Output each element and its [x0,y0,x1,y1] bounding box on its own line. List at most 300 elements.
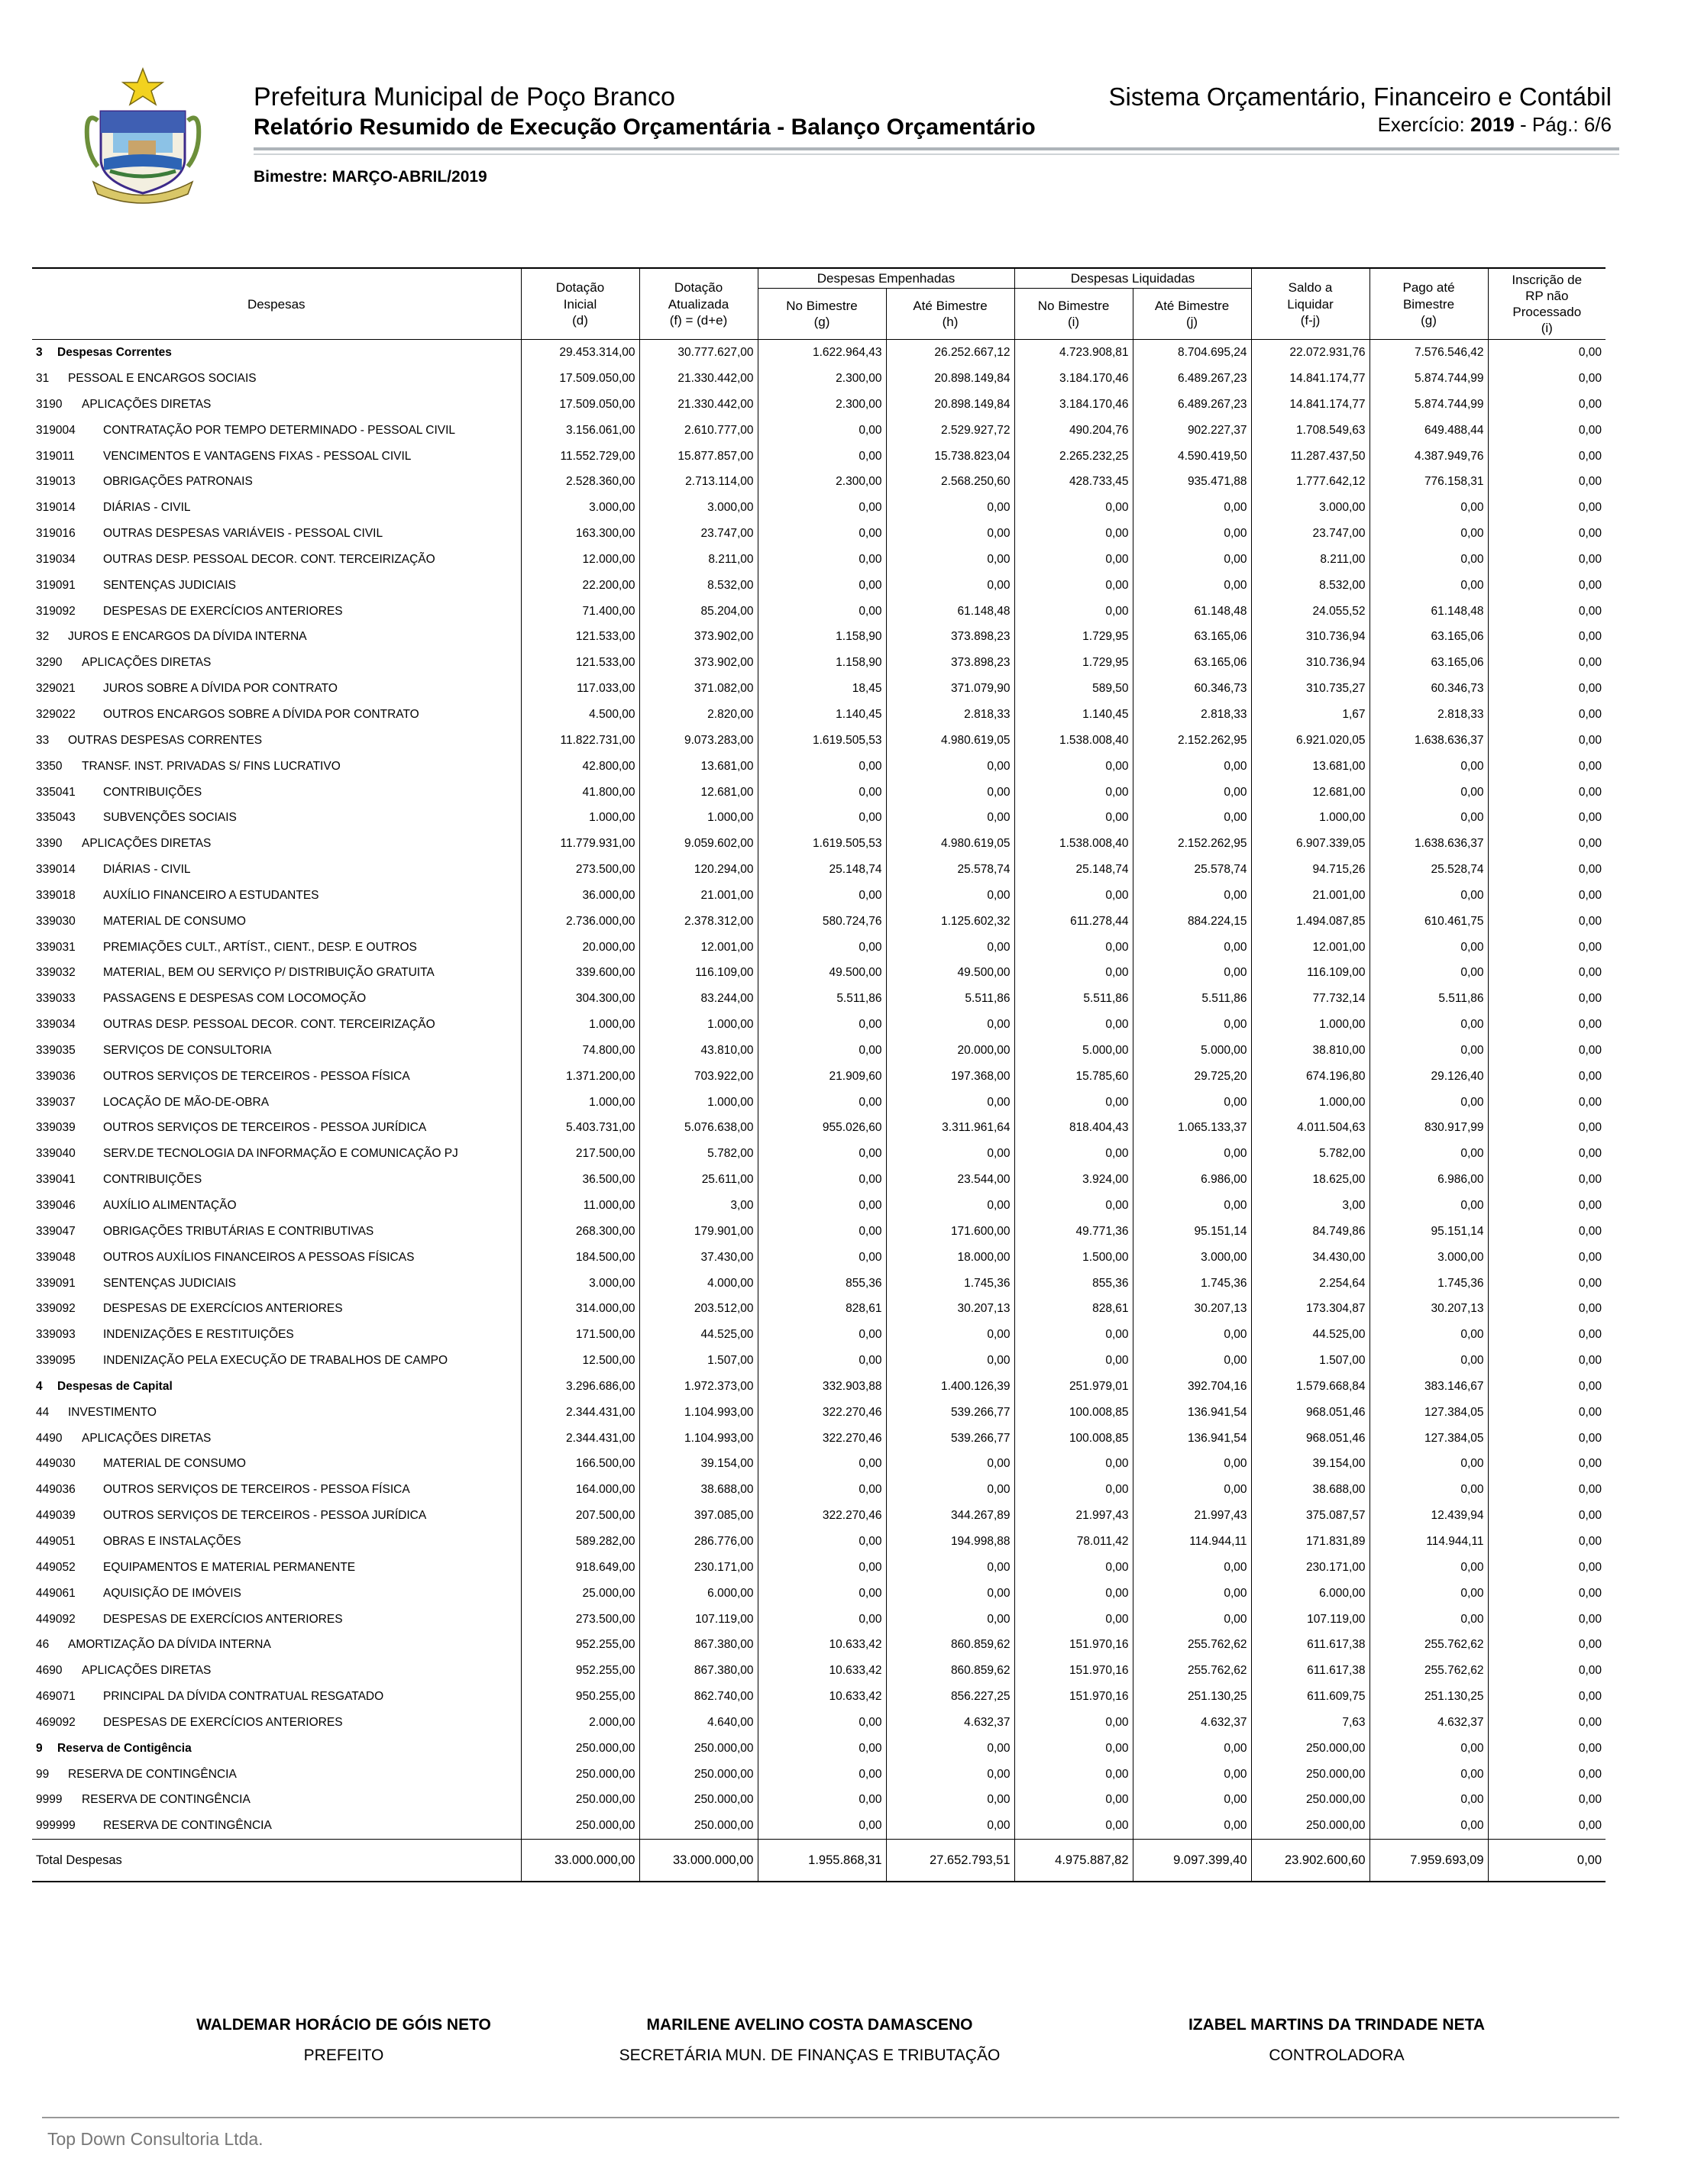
row-value: 0,00 [1369,1348,1488,1374]
signature-role: PREFEITO [303,2047,384,2064]
row-value: 41.800,00 [521,780,639,806]
row-code: 339093 [36,1328,76,1342]
row-description [32,1736,521,1762]
row-value: 918.649,00 [521,1555,639,1581]
row-value: 63.165,06 [1133,650,1251,676]
row-value: 0,00 [1488,1064,1606,1090]
row-value: 37.430,00 [639,1245,758,1271]
row-value: 1.638.636,37 [1369,831,1488,857]
row-value: 84.749,86 [1251,1219,1369,1245]
row-value: 0,00 [1488,340,1606,366]
row-value: 828,61 [1014,1296,1133,1322]
row-value: 0,00 [1488,1710,1606,1736]
row-value: 539.266,77 [886,1400,1014,1426]
row-value: 38.810,00 [1251,1038,1369,1064]
table-row [32,1684,1606,1710]
table-row [32,1374,1606,1400]
row-value: 1.579.668,84 [1251,1374,1369,1400]
row-value: 0,00 [758,573,886,599]
row-description [32,1684,521,1710]
signature-name: WALDEMAR HORÁCIO DE GÓIS NETO [196,2016,491,2034]
row-value: 36.500,00 [521,1167,639,1193]
row-value: 63.165,06 [1369,650,1488,676]
table-row [32,444,1606,470]
row-value: 2.610.777,00 [639,418,758,444]
signature-controladora [1123,2016,1551,2065]
row-value: 9.059.602,00 [639,831,758,857]
row-value: 0,00 [886,1555,1014,1581]
table-row [32,1012,1606,1038]
row-value: 0,00 [886,1193,1014,1219]
row-code: 9 [36,1741,43,1755]
row-value: 2.528.360,00 [521,469,639,495]
row-value: 0,00 [1133,1012,1251,1038]
row-value: 250.000,00 [639,1788,758,1814]
row-value: 21.909,60 [758,1064,886,1090]
row-value: 107.119,00 [639,1607,758,1633]
row-value: 1.538.008,40 [1014,831,1133,857]
row-description [32,805,521,831]
col-dotacao-inicial: Dotação Inicial (d) [521,268,639,340]
row-value: 95.151,14 [1369,1219,1488,1245]
table-row [32,961,1606,987]
row-value: 0,00 [1014,1581,1133,1607]
row-value: 322.270,46 [758,1400,886,1426]
row-value: 2.152.262,95 [1133,831,1251,857]
row-value: 0,00 [1014,1813,1133,1839]
row-value: 0,00 [758,1529,886,1555]
row-value: 179.901,00 [639,1219,758,1245]
row-code: 339036 [36,1069,76,1083]
row-value: 0,00 [1488,1167,1606,1193]
row-description [32,1632,521,1658]
row-value: 2.344.431,00 [521,1426,639,1452]
row-description [32,1167,521,1193]
row-value: 0,00 [1369,1193,1488,1219]
row-value: 862.740,00 [639,1684,758,1710]
table-row [32,1141,1606,1167]
row-label: Despesas Correntes [57,346,172,360]
row-value: 1.140,45 [1014,702,1133,728]
row-value: 38.688,00 [1251,1477,1369,1503]
row-value: 1.500,00 [1014,1245,1133,1271]
row-value: 935.471,88 [1133,469,1251,495]
row-value: 539.266,77 [886,1426,1014,1452]
row-value: 49.500,00 [886,961,1014,987]
row-value: 5.000,00 [1133,1038,1251,1064]
row-value: 26.252.667,12 [886,340,1014,366]
row-value: 230.171,00 [1251,1555,1369,1581]
row-value: 5.511,86 [1369,986,1488,1012]
row-code: 319016 [36,527,76,541]
row-value: 0,00 [1133,883,1251,909]
row-value: 1.140,45 [758,702,886,728]
row-code: 449030 [36,1457,76,1471]
row-value: 25.578,74 [886,857,1014,883]
total-value: 9.097.399,40 [1133,1840,1251,1882]
row-value: 0,00 [1369,1141,1488,1167]
row-description [32,444,521,470]
table-row [32,857,1606,883]
row-value: 0,00 [758,1736,886,1762]
row-value: 12.681,00 [1251,780,1369,806]
row-value: 251.979,01 [1014,1374,1133,1400]
row-value: 3.000,00 [1133,1245,1251,1271]
row-value: 0,00 [758,1245,886,1271]
row-value: 8.704.695,24 [1133,340,1251,366]
col-despesas: Despesas [32,268,521,340]
row-value: 0,00 [1133,961,1251,987]
row-label: OUTRAS DESPESAS VARIÁVEIS - PESSOAL CIVIL [103,527,383,541]
row-value: 15.877.857,00 [639,444,758,470]
row-label: MATERIAL DE CONSUMO [103,914,246,928]
row-value: 902.227,37 [1133,418,1251,444]
row-value: 0,00 [1488,650,1606,676]
row-value: 3.184.170,46 [1014,392,1133,418]
row-value: 0,00 [1488,1581,1606,1607]
row-value: 0,00 [758,1477,886,1503]
row-code: 3350 [36,759,63,773]
exercise-info [1378,113,1612,137]
row-value: 1.538.008,40 [1014,728,1133,754]
row-value: 304.300,00 [521,986,639,1012]
row-description [32,676,521,702]
row-value: 12.000,00 [521,547,639,573]
row-value: 6.907.339,05 [1251,831,1369,857]
row-value: 0,00 [758,547,886,573]
row-value: 0,00 [758,754,886,780]
row-value: 85.204,00 [639,599,758,625]
row-value: 61.148,48 [1133,599,1251,625]
row-value: 0,00 [1369,805,1488,831]
row-value: 0,00 [758,1219,886,1245]
row-label: OBRIGAÇÕES TRIBUTÁRIAS E CONTRIBUTIVAS [103,1224,374,1238]
table-row [32,1400,1606,1426]
bimestre-label: Bimestre: MARÇO-ABRIL/2019 [254,168,487,186]
row-code: 339039 [36,1121,76,1135]
row-value: 0,00 [758,1452,886,1478]
row-value: 0,00 [1014,754,1133,780]
row-value: 0,00 [1488,1607,1606,1633]
table-row [32,625,1606,651]
row-value: 0,00 [1014,935,1133,961]
table-row [32,754,1606,780]
row-value: 0,00 [1014,1710,1133,1736]
row-value: 0,00 [1488,444,1606,470]
row-value: 0,00 [1488,1452,1606,1478]
row-value: 18.000,00 [886,1245,1014,1271]
row-value: 63.165,06 [1133,625,1251,651]
row-value: 371.079,90 [886,676,1014,702]
table-row [32,1607,1606,1633]
row-label: LOCAÇÃO DE MÃO-DE-OBRA [103,1095,270,1109]
row-value: 0,00 [1014,1477,1133,1503]
row-value: 250.000,00 [521,1813,639,1839]
row-value: 0,00 [1133,1090,1251,1116]
row-description [32,1658,521,1684]
table-row [32,676,1606,702]
row-description [32,1788,521,1814]
budget-execution-table [32,267,1606,1882]
row-value: 100.008,85 [1014,1426,1133,1452]
row-value: 0,00 [1488,1658,1606,1684]
row-value: 0,00 [758,1012,886,1038]
report-subtitle: Relatório Resumido de Execução Orçamentária - Balanço Orçamentário [254,115,1036,140]
row-value: 71.400,00 [521,599,639,625]
row-value: 173.304,87 [1251,1296,1369,1322]
table-row [32,1038,1606,1064]
row-value: 0,00 [758,1581,886,1607]
row-value: 14.841.174,77 [1251,366,1369,392]
row-code: 339031 [36,940,76,954]
row-value: 9.073.283,00 [639,728,758,754]
row-value: 250.000,00 [1251,1762,1369,1788]
table-row [32,1219,1606,1245]
page-number: - Pág.: 6/6 [1520,113,1612,136]
row-label: INDENIZAÇÕES E RESTITUIÇÕES [103,1328,294,1342]
row-value: 828,61 [758,1296,886,1322]
row-value: 12.001,00 [639,935,758,961]
row-value: 611.617,38 [1251,1658,1369,1684]
row-value: 12.681,00 [639,780,758,806]
row-code: 449061 [36,1586,76,1600]
row-value: 250.000,00 [1251,1788,1369,1814]
row-value: 0,00 [758,1322,886,1348]
row-value: 250.000,00 [639,1736,758,1762]
row-value: 0,00 [1488,1736,1606,1762]
row-label: SERVIÇOS DE CONSULTORIA [103,1043,272,1057]
row-value: 1.000,00 [1251,805,1369,831]
row-value: 860.859,62 [886,1658,1014,1684]
row-value: 203.512,00 [639,1296,758,1322]
row-value: 310.736,94 [1251,625,1369,651]
row-label: OUTRAS DESPESAS CORRENTES [68,733,263,747]
row-value: 0,00 [758,780,886,806]
row-value: 12.439,94 [1369,1503,1488,1529]
row-value: 3,00 [639,1193,758,1219]
row-value: 0,00 [1369,1322,1488,1348]
row-value: 0,00 [886,935,1014,961]
row-value: 0,00 [1488,1788,1606,1814]
row-value: 23.747,00 [639,521,758,547]
row-value: 151.970,16 [1014,1684,1133,1710]
row-value: 18,45 [758,676,886,702]
table-row [32,1581,1606,1607]
row-value: 5.403.731,00 [521,1116,639,1142]
row-value: 2.818,33 [1369,702,1488,728]
row-value: 6.986,00 [1369,1167,1488,1193]
row-value: 25.578,74 [1133,857,1251,883]
row-description [32,1477,521,1503]
row-value: 0,00 [1369,547,1488,573]
row-value: 4.723.908,81 [1014,340,1133,366]
row-value: 1.729,95 [1014,625,1133,651]
row-value: 3.000,00 [521,495,639,521]
row-value: 2.254,64 [1251,1271,1369,1297]
row-label: AUXÍLIO FINANCEIRO A ESTUDANTES [103,888,319,902]
row-value: 0,00 [1488,1116,1606,1142]
row-value: 2.736.000,00 [521,909,639,935]
row-value: 0,00 [886,1813,1014,1839]
col-pago: Pago até Bimestre (g) [1369,268,1488,340]
row-code: 449051 [36,1534,76,1548]
row-label: SENTENÇAS JUDICIAIS [103,578,236,592]
table-row [32,805,1606,831]
exercise-year: 2019 [1470,113,1515,136]
row-value: 428.733,45 [1014,469,1133,495]
row-value: 21.997,43 [1133,1503,1251,1529]
row-code: 335043 [36,811,76,825]
row-value: 0,00 [1488,1400,1606,1426]
row-label: AUXÍLIO ALIMENTAÇÃO [103,1199,237,1213]
row-value: 8.532,00 [1251,573,1369,599]
row-value: 11.779.931,00 [521,831,639,857]
row-value: 25.611,00 [639,1167,758,1193]
row-value: 0,00 [1014,521,1133,547]
row-code: 31 [36,372,50,386]
row-value: 0,00 [1488,547,1606,573]
table-row [32,573,1606,599]
table-row [32,495,1606,521]
row-value: 0,00 [1369,780,1488,806]
row-code: 449039 [36,1509,76,1523]
row-label: SUBVENÇÕES SOCIAIS [103,811,237,825]
footer-company: Top Down Consultoria Ltda. [47,2129,264,2149]
row-value: 0,00 [1488,805,1606,831]
row-value: 6.921.020,05 [1251,728,1369,754]
row-value: 2.344.431,00 [521,1400,639,1426]
row-value: 0,00 [1488,935,1606,961]
row-label: RESERVA DE CONTINGÊNCIA [68,1767,237,1781]
row-label: PRINCIPAL DA DÍVIDA CONTRATUAL RESGATADO [103,1690,384,1704]
row-value: 5.511,86 [886,986,1014,1012]
row-value: 0,00 [1488,1271,1606,1297]
row-value: 611.609,75 [1251,1684,1369,1710]
row-value: 171.600,00 [886,1219,1014,1245]
row-value: 2.818,33 [886,702,1014,728]
row-value: 136.941,54 [1133,1400,1251,1426]
row-value: 273.500,00 [521,857,639,883]
row-code: 469071 [36,1690,76,1704]
row-value: 580.724,76 [758,909,886,935]
table-row [32,883,1606,909]
row-value: 0,00 [1014,547,1133,573]
row-value: 0,00 [1488,754,1606,780]
row-value: 0,00 [1369,1477,1488,1503]
col-emp-ate-bimestre: Até Bimestre (h) [886,289,1014,340]
row-description [32,1400,521,1426]
row-value: 1.000,00 [639,1090,758,1116]
row-code: 3 [36,346,43,360]
signature-name: IZABEL MARTINS DA TRINDADE NETA [1188,2016,1486,2034]
row-value: 2.265.232,25 [1014,444,1133,470]
row-value: 0,00 [1369,1090,1488,1116]
row-value: 17.509.050,00 [521,392,639,418]
row-label: TRANSF. INST. PRIVADAS S/ FINS LUCRATIVO [82,759,341,773]
row-value: 94.715,26 [1251,857,1369,883]
row-value: 0,00 [1488,986,1606,1012]
row-label: DESPESAS DE EXERCÍCIOS ANTERIORES [103,1302,343,1316]
row-value: 127.384,05 [1369,1400,1488,1426]
row-code: 339091 [36,1276,76,1290]
row-description [32,599,521,625]
header-divider-secondary [254,153,1619,155]
table-row [32,1348,1606,1374]
row-value: 867.380,00 [639,1632,758,1658]
row-value: 21.330.442,00 [639,392,758,418]
row-value: 952.255,00 [521,1658,639,1684]
row-value: 0,00 [1488,469,1606,495]
row-value: 0,00 [1014,599,1133,625]
row-value: 30.777.627,00 [639,340,758,366]
row-description [32,625,521,651]
row-value: 217.500,00 [521,1141,639,1167]
row-value: 952.255,00 [521,1632,639,1658]
row-description [32,1374,521,1400]
row-value: 7.576.546,42 [1369,340,1488,366]
row-value: 60.346,73 [1133,676,1251,702]
row-value: 4.011.504,63 [1251,1116,1369,1142]
row-value: 151.970,16 [1014,1658,1133,1684]
row-value: 490.204,76 [1014,418,1133,444]
row-value: 100.008,85 [1014,1400,1133,1426]
row-value: 10.633,42 [758,1632,886,1658]
row-label: OUTRAS DESP. PESSOAL DECOR. CONT. TERCEIRIZAÇÃO [103,1018,435,1032]
table-row [32,1788,1606,1814]
row-value: 36.000,00 [521,883,639,909]
row-value: 0,00 [1488,573,1606,599]
row-value: 5.000,00 [1014,1038,1133,1064]
row-value: 4.980.619,05 [886,728,1014,754]
row-label: INVESTIMENTO [68,1405,157,1419]
row-value: 1.972.373,00 [639,1374,758,1400]
row-value: 310.736,94 [1251,650,1369,676]
row-value: 375.087,57 [1251,1503,1369,1529]
row-value: 371.082,00 [639,676,758,702]
row-value: 0,00 [758,935,886,961]
row-description [32,1348,521,1374]
row-value: 0,00 [1488,1193,1606,1219]
row-label: AQUISIÇÃO DE IMÓVEIS [103,1586,241,1600]
row-value: 0,00 [1133,1581,1251,1607]
signature-prefeito [130,2016,558,2065]
row-description [32,547,521,573]
row-value: 42.800,00 [521,754,639,780]
row-description [32,754,521,780]
table-row [32,1736,1606,1762]
row-value: 1.777.642,12 [1251,469,1369,495]
row-value: 855,36 [758,1271,886,1297]
row-value: 8.211,00 [639,547,758,573]
row-value: 0,00 [1369,754,1488,780]
row-value: 18.625,00 [1251,1167,1369,1193]
row-value: 383.146,67 [1369,1374,1488,1400]
row-code: 339048 [36,1250,76,1264]
row-value: 1.104.993,00 [639,1426,758,1452]
row-label: RESERVA DE CONTINGÊNCIA [82,1793,251,1807]
row-value: 950.255,00 [521,1684,639,1710]
col-group-empenhadas: Despesas Empenhadas [758,268,1014,289]
row-value: 0,00 [1369,1788,1488,1814]
signature-secretaria [596,2016,1023,2065]
row-value: 3.000,00 [1251,495,1369,521]
table-row [32,728,1606,754]
table-row [32,1555,1606,1581]
row-value: 5.076.638,00 [639,1116,758,1142]
row-value: 250.000,00 [521,1762,639,1788]
row-value: 830.917,99 [1369,1116,1488,1142]
row-label: OUTROS ENCARGOS SOBRE A DÍVIDA POR CONTRATO [103,707,419,721]
